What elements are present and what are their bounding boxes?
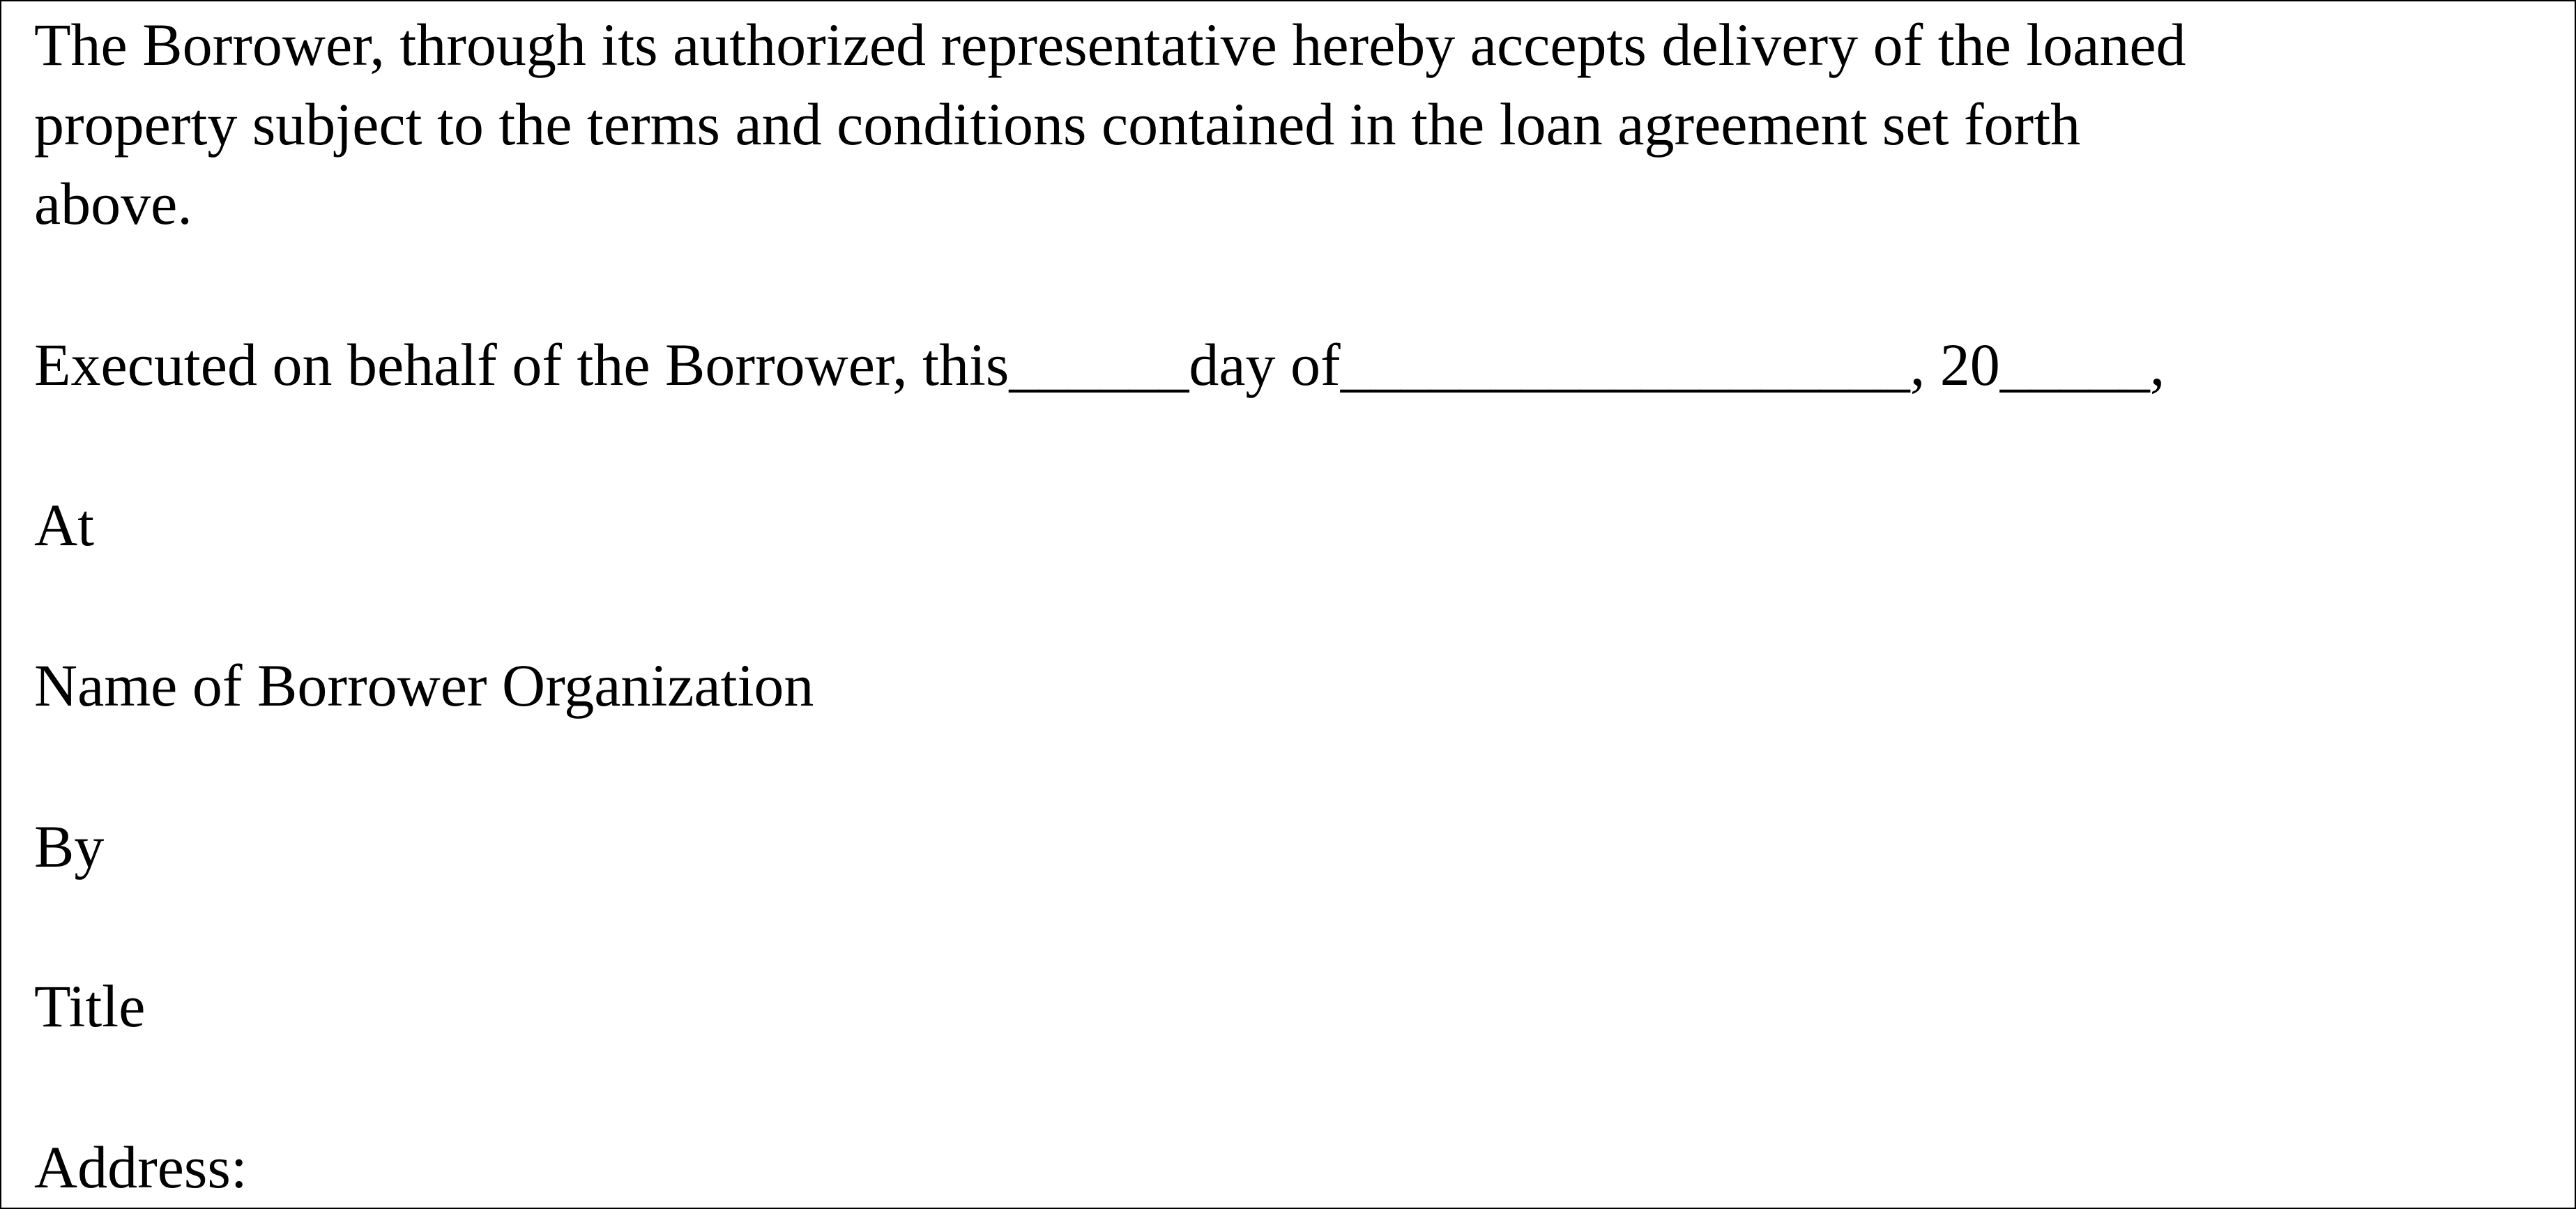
acceptance-paragraph-line-2: property subject to the terms and conditions contained in the loan agreement set forth <box>34 91 2081 158</box>
acceptance-paragraph-line-3: above. <box>34 170 192 237</box>
borrower-organization-label: Name of Borrower Organization <box>34 652 814 719</box>
by-label: By <box>34 813 105 880</box>
execution-date-line: Executed on behalf of the Borrower, this______day of___________________, 20_____, <box>34 331 2165 398</box>
acceptance-paragraph-line-1: The Borrower, through its authorized representative hereby accepts delivery of the loaned <box>34 11 2186 78</box>
address-label: Address: <box>34 1134 247 1201</box>
title-label: Title <box>34 973 146 1040</box>
at-label: At <box>34 492 94 558</box>
